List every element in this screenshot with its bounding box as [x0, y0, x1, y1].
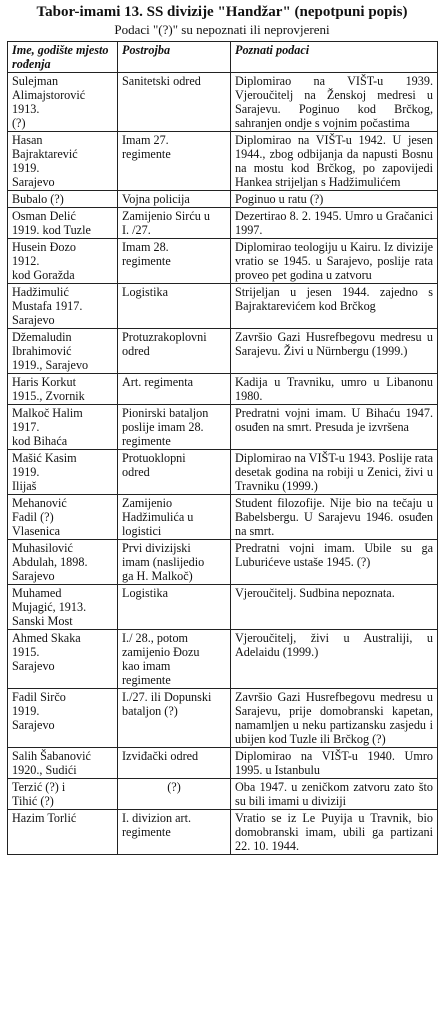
- cell-name: [8, 132, 118, 191]
- cell-info: Vjeroučitelj. Sudbina nepoznata.: [231, 585, 438, 630]
- unit-line: Pionirski bataljon: [122, 406, 209, 420]
- name-line: Ibrahimović: [12, 344, 72, 358]
- cell-info: Strijeljan u jesen 1944. zajedno s Bajraktarevićem kod Brčkog: [231, 284, 438, 329]
- unit-line: Hadžimulića u: [122, 510, 194, 524]
- table-row: [8, 689, 438, 748]
- cell-name: [8, 329, 118, 374]
- unit-line: logistici: [122, 524, 162, 538]
- name-line: Ilijaš: [12, 479, 37, 493]
- name-line: Muhamed: [12, 586, 62, 600]
- cell-unit: [118, 779, 231, 810]
- name-line: 1917.: [12, 420, 40, 434]
- name-line: Salih Šabanović: [12, 749, 91, 763]
- table-row: [8, 450, 438, 495]
- unit-line: I./ 28., potom: [122, 631, 189, 645]
- cell-info: Kadija u Travniku, umro u Libanonu 1980.: [231, 374, 438, 405]
- unit-line: kao imam: [122, 659, 171, 673]
- cell-unit: [118, 748, 231, 779]
- cell-unit: [118, 630, 231, 689]
- cell-info: Dezertirao 8. 2. 1945. Umro u Gračanici 1997.: [231, 208, 438, 239]
- unit-line: Zamijenio: [122, 496, 173, 510]
- name-line: Osman Delić: [12, 209, 76, 223]
- unit-line: Vojna policija: [122, 192, 190, 206]
- cell-info: Student filozofije. Nije bio na tečaju u Babelsbergu. U Sarajevu 1946. osuđen na smrt.: [231, 495, 438, 540]
- cell-unit: [118, 810, 231, 855]
- name-line: Sulejman: [12, 74, 59, 88]
- table-row: [8, 810, 438, 855]
- table-row: [8, 630, 438, 689]
- unit-line: Protuoklopni: [122, 451, 186, 465]
- name-line: 1919., Sarajevo: [12, 358, 89, 372]
- name-line: Husein Đozo: [12, 240, 76, 254]
- unit-line: Art. regimenta: [122, 375, 194, 389]
- cell-info: Vjeroučitelj, živi u Australiji, u Adelaidu (1999.): [231, 630, 438, 689]
- unit-line: (?): [167, 780, 181, 794]
- cell-unit: [118, 540, 231, 585]
- cell-name: [8, 748, 118, 779]
- cell-unit: [118, 329, 231, 374]
- table-row: [8, 329, 438, 374]
- name-line: Sarajevo: [12, 569, 55, 583]
- unit-line: regimente: [122, 147, 171, 161]
- table-row: [8, 779, 438, 810]
- cell-info: Predratni vojni imam. Ubile su ga Luburićeve ustaše 1945. (?): [231, 540, 438, 585]
- name-line: Fadil Sirčo: [12, 690, 66, 704]
- unit-line: Prvi divizijski: [122, 541, 191, 555]
- unit-line: Logistika: [122, 285, 169, 299]
- column-header-name: Ime, godište mjesto rođenja: [8, 42, 118, 73]
- unit-line: Protuzrakoplovni: [122, 330, 207, 344]
- cell-unit: [118, 405, 231, 450]
- name-line: Sarajevo: [12, 313, 55, 327]
- cell-name: [8, 73, 118, 132]
- table-row: [8, 191, 438, 208]
- column-header-info: Poznati podaci: [231, 42, 438, 73]
- unit-line: Imam 27.: [122, 133, 169, 147]
- table-row: [8, 748, 438, 779]
- unit-line: I. divizion art.: [122, 811, 192, 825]
- cell-unit: [118, 191, 231, 208]
- cell-name: [8, 374, 118, 405]
- unit-line: Zamijenio Sirću u: [122, 209, 211, 223]
- table-header-row: [8, 42, 438, 73]
- table-row: [8, 239, 438, 284]
- cell-unit: [118, 495, 231, 540]
- cell-info: Diplomirao teologiju u Kairu. Iz divizije vratio se 1945. u Sarajevo, poslije rata proveo pet godina u zatvoru: [231, 239, 438, 284]
- cell-name: [8, 810, 118, 855]
- table-row: [8, 132, 438, 191]
- name-line: kod Bihaća: [12, 434, 68, 448]
- name-line: 1919. kod Tuzle: [12, 223, 91, 237]
- unit-line: Logistika: [122, 586, 169, 600]
- document-title: Tabor-imami 13. SS divizije "Handžar" (nepotpuni popis): [36, 4, 408, 20]
- cell-name: [8, 779, 118, 810]
- name-line: Hadžimulić: [12, 285, 69, 299]
- cell-name: [8, 191, 118, 208]
- cell-unit: [118, 239, 231, 284]
- cell-name: [8, 689, 118, 748]
- name-line: 1912.: [12, 254, 40, 268]
- name-line: 1915., Zvornik: [12, 389, 85, 403]
- unit-line: regimente: [122, 825, 171, 839]
- name-line: Fadil (?): [12, 510, 54, 524]
- cell-info: Diplomirao na VIŠT-u 1943. Poslije rata desetak godina na robiji u Zenici, živi u Travniku (1999.): [231, 450, 438, 495]
- cell-name: [8, 208, 118, 239]
- document-subtitle: Podaci "(?)" su nepoznati ili neprovjereni: [114, 22, 330, 37]
- cell-info: Diplomirao na VIŠT-u 1940. Umro 1995. u Istanbulu: [231, 748, 438, 779]
- imams-table: [7, 41, 438, 855]
- cell-name: [8, 450, 118, 495]
- table-row: [8, 540, 438, 585]
- cell-unit: [118, 73, 231, 132]
- name-line: Mujagić, 1913.: [12, 600, 87, 614]
- name-line: Vlasenica: [12, 524, 61, 538]
- cell-info: Predratni vojni imam. U Bihaću 1947. osuđen na smrt. Presuda je izvršena: [231, 405, 438, 450]
- name-line: 1915.: [12, 645, 40, 659]
- cell-info: Završio Gazi Husrefbegovu medresu u Sarajevu, prije domobranski kapetan, namamljen u neku partizansku zasjedu i ubijen kod Tuzle ili Brčkog (?): [231, 689, 438, 748]
- table-row: [8, 284, 438, 329]
- unit-line: poslije imam 28.: [122, 420, 204, 434]
- cell-info: Završio Gazi Husrefbegovu medresu u Sarajevu. Živi u Nürnbergu (1999.): [231, 329, 438, 374]
- cell-name: [8, 585, 118, 630]
- name-line: kod Goražda: [12, 268, 75, 282]
- name-line: 1913.: [12, 102, 40, 116]
- cell-unit: [118, 208, 231, 239]
- cell-name: [8, 239, 118, 284]
- table-row: [8, 585, 438, 630]
- name-line: Muhasilović: [12, 541, 73, 555]
- cell-name: [8, 630, 118, 689]
- cell-name: [8, 540, 118, 585]
- unit-line: odred: [122, 465, 150, 479]
- cell-info: Poginuo u ratu (?): [231, 191, 438, 208]
- unit-line: I./27. ili Dopunski: [122, 690, 212, 704]
- cell-unit: [118, 585, 231, 630]
- table-row: [8, 495, 438, 540]
- unit-line: zamijenio Đozu: [122, 645, 200, 659]
- column-header-unit: Postrojba: [118, 42, 231, 73]
- cell-name: [8, 284, 118, 329]
- name-line: Mustafa 1917.: [12, 299, 83, 313]
- unit-line: Imam 28.: [122, 240, 169, 254]
- unit-line: bataljon (?): [122, 704, 178, 718]
- unit-line: odred: [122, 344, 150, 358]
- name-line: Ahmed Skaka: [12, 631, 81, 645]
- name-line: 1919.: [12, 161, 40, 175]
- name-line: Sarajevo: [12, 718, 55, 732]
- cell-info: Vratio se iz Le Puyija u Travnik, bio domobranski imam, ubili ga partizani 22. 10. 1944.: [231, 810, 438, 855]
- name-line: Sarajevo: [12, 659, 55, 673]
- cell-info: Diplomirao na VIŠT-u 1942. U jesen 1944., zbog odbijanja da napusti Bosnu na mostu kod Brčkog, po zapovijedi Hankea strijeljan s Hadžimulićem: [231, 132, 438, 191]
- name-line: Malkoč Halim: [12, 406, 83, 420]
- cell-unit: [118, 284, 231, 329]
- cell-unit: [118, 450, 231, 495]
- unit-line: regimente: [122, 254, 171, 268]
- name-line: 1919.: [12, 465, 40, 479]
- table-row: [8, 73, 438, 132]
- table-row: [8, 208, 438, 239]
- cell-info: Oba 1947. u zeničkom zatvoru zato što su bili imami u diviziji: [231, 779, 438, 810]
- name-line: Bajraktarević: [12, 147, 78, 161]
- unit-line: I. /27.: [122, 223, 151, 237]
- name-line: Haris Korkut: [12, 375, 76, 389]
- name-line: Sanski Most: [12, 614, 73, 628]
- unit-line: regimente: [122, 673, 171, 687]
- unit-line: Sanitetski odred: [122, 74, 201, 88]
- cell-unit: [118, 374, 231, 405]
- name-line: Bubalo (?): [12, 192, 64, 206]
- name-line: Mehanović: [12, 496, 67, 510]
- unit-line: regimente: [122, 434, 171, 448]
- table-row: [8, 405, 438, 450]
- name-line: Hasan: [12, 133, 43, 147]
- name-line: Abdulah, 1898.: [12, 555, 88, 569]
- cell-name: [8, 405, 118, 450]
- unit-line: ga H. Malkoč): [122, 569, 193, 583]
- name-line: 1920., Sudići: [12, 763, 77, 777]
- table-body: [8, 73, 438, 855]
- name-line: Mašić Kasim: [12, 451, 77, 465]
- name-line: Hazim Torlić: [12, 811, 77, 825]
- name-line: Sarajevo: [12, 175, 55, 189]
- name-line: Tihić (?): [12, 794, 54, 808]
- name-line: Alimajstorović: [12, 88, 86, 102]
- cell-unit: [118, 132, 231, 191]
- unit-line: Izviđački odred: [122, 749, 199, 763]
- name-line: 1919.: [12, 704, 40, 718]
- name-line: (?): [12, 116, 26, 130]
- cell-unit: [118, 689, 231, 748]
- name-line: Džemaludin: [12, 330, 72, 344]
- table-row: [8, 374, 438, 405]
- cell-info: Diplomirao na VIŠT-u 1939. Vjeroučitelj na Ženskoj medresi u Sarajevu. Poginuo kod Brčkog, sahranjen ondje s vojnim počastima: [231, 73, 438, 132]
- unit-line: imam (naslijedio: [122, 555, 205, 569]
- cell-name: [8, 495, 118, 540]
- name-line: Terzić (?) i: [12, 780, 66, 794]
